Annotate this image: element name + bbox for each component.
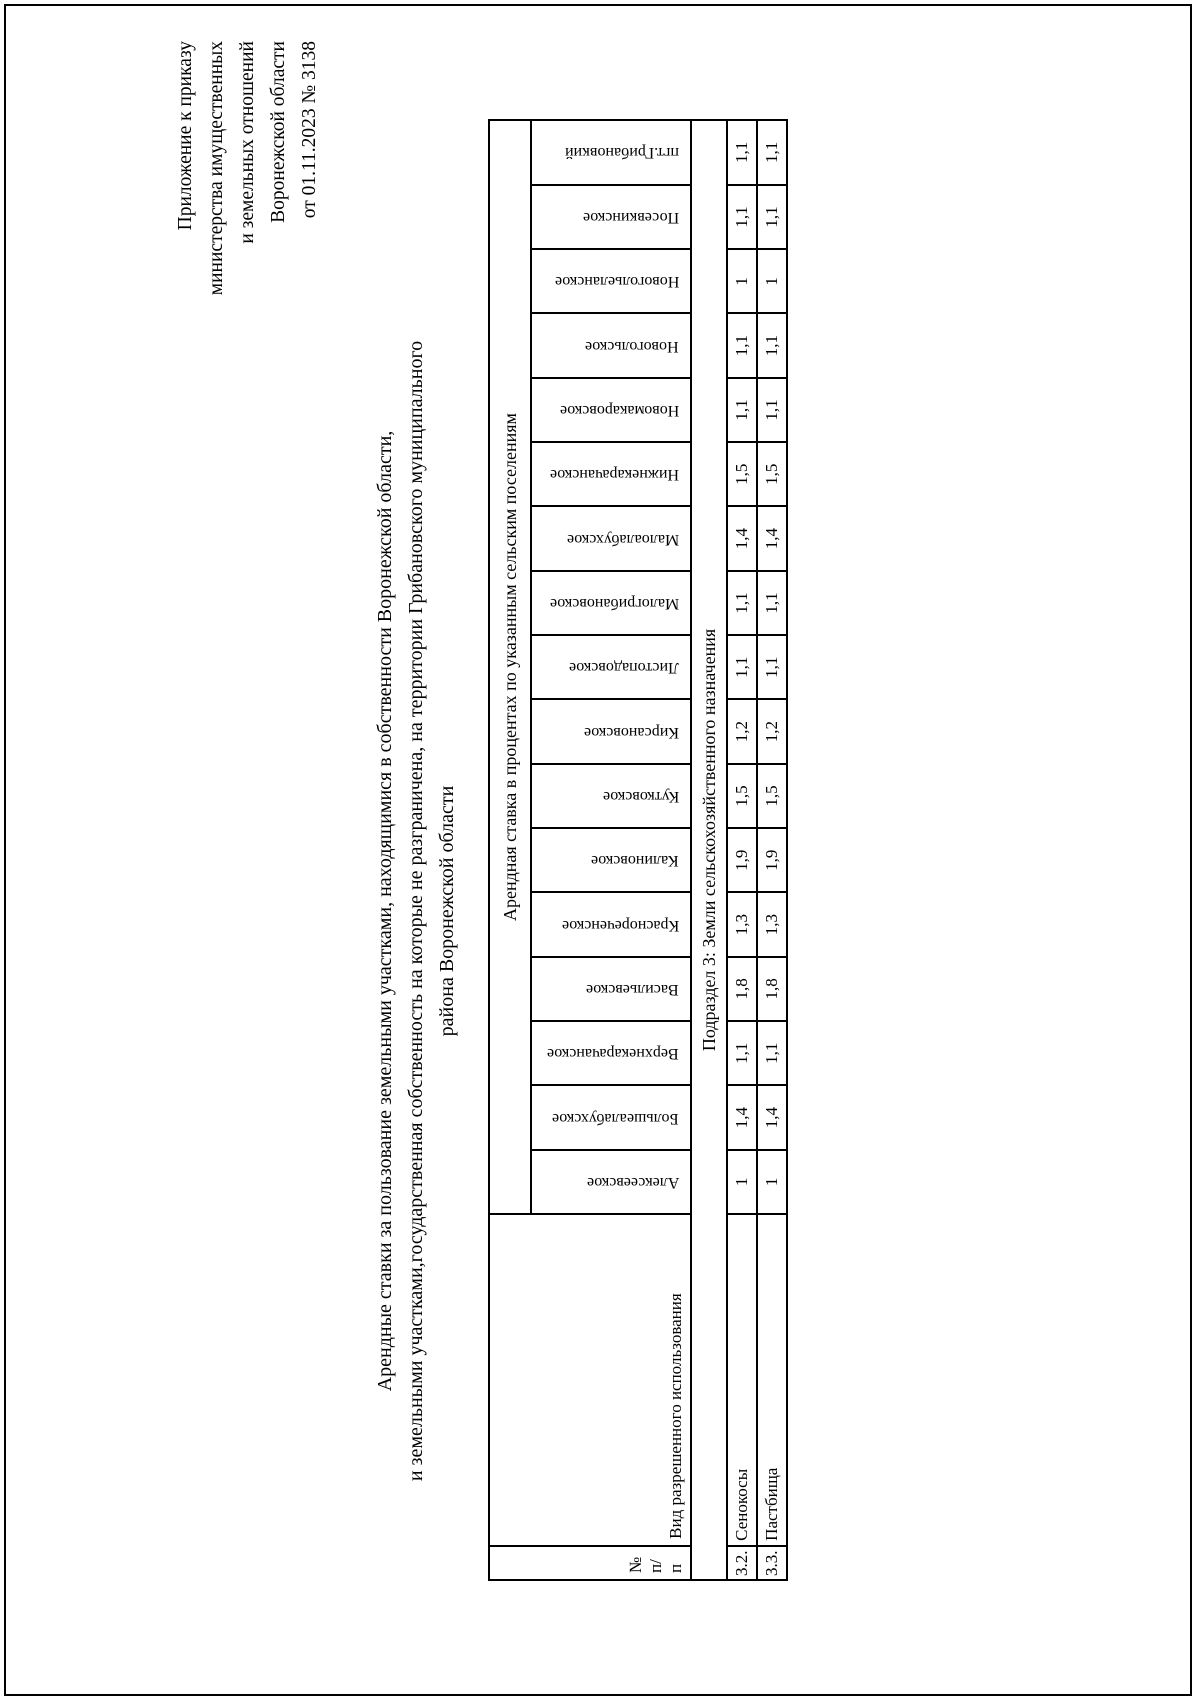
column-header-settlement <box>531 635 691 699</box>
column-header-settlement <box>531 442 691 506</box>
rate-cell: 1,4 <box>757 1085 787 1149</box>
rate-cell: 1,1 <box>727 185 757 249</box>
row-kind: Сенокосы <box>727 1214 757 1546</box>
settlement-label: Посевкинское <box>582 208 679 226</box>
rate-cell: 1,1 <box>727 571 757 635</box>
rate-cell: 1,2 <box>757 699 787 763</box>
header-line: от 01.11.2023 № 3138 <box>299 41 320 219</box>
rate-cell: 1,5 <box>757 764 787 828</box>
column-header-settlement <box>531 828 691 892</box>
column-header-settlement <box>531 506 691 570</box>
rate-cell: 1,1 <box>727 378 757 442</box>
rate-cell: 1,1 <box>757 313 787 377</box>
settlement-label: Малоалабухское <box>566 530 679 548</box>
rate-cell: 1,5 <box>727 764 757 828</box>
rate-cell: 1,1 <box>757 185 787 249</box>
column-header-settlement <box>531 764 691 828</box>
settlement-label: Краснореченское <box>561 916 679 934</box>
header-line: Воронежской области <box>268 41 289 223</box>
rate-cell: 1,4 <box>757 506 787 570</box>
row-kind: Пастбища <box>757 1214 787 1546</box>
column-header-number: № п/п <box>489 1546 691 1580</box>
rate-cell: 1 <box>757 1150 787 1214</box>
settlement-label: Новомакаровское <box>559 401 679 419</box>
column-header-settlement <box>531 957 691 1021</box>
table-body <box>727 120 787 1580</box>
rate-cell: 1,1 <box>757 120 787 185</box>
rate-cell: 1,8 <box>727 957 757 1021</box>
column-header-settlement <box>531 699 691 763</box>
column-header-settlement <box>531 1085 691 1149</box>
settlement-label: Верхнекарачанское <box>547 1045 679 1063</box>
table-header-row <box>489 120 531 1580</box>
settlement-label: Листопадовское <box>569 659 679 677</box>
rate-cell: 1,3 <box>727 892 757 956</box>
settlement-label: Новогольеланское <box>554 273 679 291</box>
column-header-settlement <box>531 313 691 377</box>
settlement-label: Алексеевское <box>586 1173 679 1191</box>
rate-cell: 1,1 <box>757 571 787 635</box>
table-row <box>757 120 787 1580</box>
rate-cell: 1,5 <box>727 442 757 506</box>
row-number: 3.3. <box>757 1546 787 1580</box>
settlement-label: Большеалабухское <box>552 1109 679 1127</box>
rate-cell: 1,4 <box>727 1085 757 1149</box>
column-header-settlement <box>531 378 691 442</box>
column-header-settlement <box>531 571 691 635</box>
settlement-label: Кутковское <box>602 787 679 805</box>
rate-cell: 1,8 <box>757 957 787 1021</box>
column-header-settlement <box>531 1021 691 1085</box>
settlement-label: Малогрибановское <box>549 594 679 612</box>
rent-rates-table <box>488 119 788 1581</box>
rate-cell: 1,4 <box>727 506 757 570</box>
column-group-header: Арендная ставка в процентах по указанным сельским поселениям <box>489 120 531 1214</box>
rate-cell: 1,1 <box>727 120 757 185</box>
header-line: Приложение к приказу <box>175 41 196 231</box>
column-header-settlement <box>531 1150 691 1214</box>
title-line: района Воронежской области <box>436 785 458 1037</box>
column-header-kind: Вид разрешенного использования <box>489 1214 691 1546</box>
settlement-label: Кирсановское <box>583 723 679 741</box>
rate-cell: 1,5 <box>757 442 787 506</box>
column-header-settlement <box>531 249 691 313</box>
settlement-label: пгт.Грибановкий <box>565 144 679 162</box>
title-line: и земельными участками,государственная собственность на которые не разграничена, на территории Грибановского муниципального <box>405 340 427 1482</box>
document-title <box>370 271 463 1551</box>
rate-cell: 1 <box>727 249 757 313</box>
settlement-label: Калиновское <box>591 852 679 870</box>
row-number: 3.2. <box>727 1546 757 1580</box>
rate-cell: 1,9 <box>727 828 757 892</box>
title-line: Арендные ставки за пользование земельными участками, находящимися в собственности Воронежской области, <box>374 430 396 1392</box>
rate-cell: 1,1 <box>727 635 757 699</box>
subsection-title: Подраздел 3: Земли сельскохозяйственного назначения <box>691 120 727 1580</box>
rate-cell: 1,1 <box>757 1021 787 1085</box>
rate-cell: 1,1 <box>727 313 757 377</box>
rate-cell: 1,1 <box>757 378 787 442</box>
table-row <box>727 120 757 1580</box>
header-line: министерства имущественных <box>206 41 227 296</box>
column-header-settlement <box>531 892 691 956</box>
rate-cell: 1,2 <box>727 699 757 763</box>
rate-cell: 1,1 <box>757 635 787 699</box>
rate-cell: 1,3 <box>757 892 787 956</box>
header-line: и земельных отношений <box>237 41 258 244</box>
column-header-settlement <box>531 185 691 249</box>
settlement-label: Новогольское <box>585 337 679 355</box>
column-header-settlement <box>531 120 691 185</box>
rate-cell: 1,9 <box>757 828 787 892</box>
settlement-label: Нижнекарачанское <box>550 466 679 484</box>
rate-cell: 1 <box>757 249 787 313</box>
rate-cell: 1 <box>727 1150 757 1214</box>
order-appendix-header <box>170 41 325 341</box>
settlement-label: Васильевское <box>586 980 679 998</box>
subsection-row <box>691 120 727 1580</box>
rate-cell: 1,1 <box>727 1021 757 1085</box>
